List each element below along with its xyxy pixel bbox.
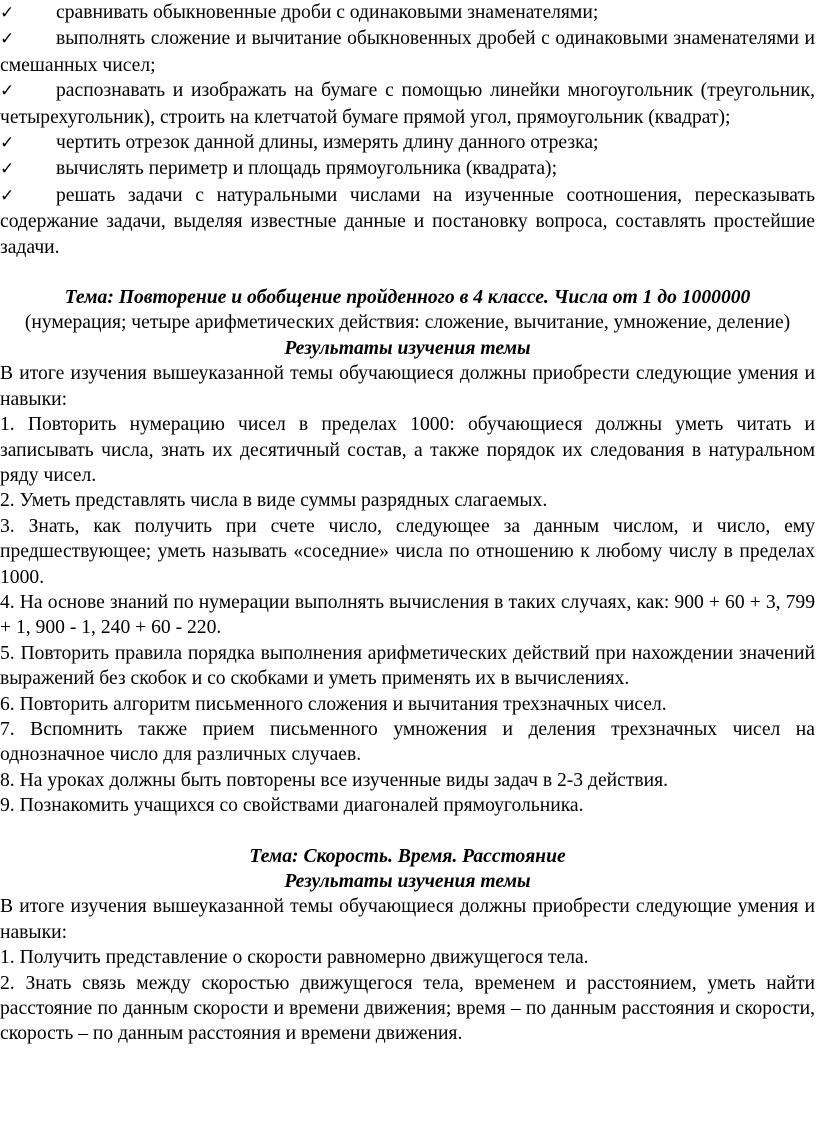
checkmark-icon: ✓ (0, 3, 15, 23)
section-intro: В итоге изучения вышеуказанной темы обучающиеся должны приобрести следующие умения и навыки: (0, 896, 815, 943)
list-item: ✓ распознавать и изображать на бумаге с помощью линейки многоугольник (треугольник, четырехугольник), строить на клетчатой бумаге прямой угол, прямоугольник (квадрат); (0, 80, 815, 128)
goals-checklist (0, 0, 815, 260)
section-title: Тема: Повторение и обобщение пройденного в 4 классе. Числа от 1 до 1000000 (64, 287, 751, 309)
results-heading: Результаты изучения темы (284, 871, 531, 892)
list-item: 7. Вспомнить также прием письменного умножения и деления трехзначных чисел на однозначное число для различных случаев. (0, 718, 815, 766)
list-item: ✓ чертить отрезок данной длины, измерять длину данного отрезка; (0, 130, 815, 156)
section-subtitle: (нумерация; четыре арифметических действия: сложение, вычитание, умножение, деление) (24, 312, 791, 334)
section-speed-time-distance (0, 844, 815, 1047)
checkmark-icon: ✓ (0, 159, 15, 180)
checkmark-icon: ✓ (0, 185, 15, 206)
spacer (0, 260, 815, 285)
results-heading: Результаты изучения темы (284, 337, 531, 359)
list-item: ✓ вычислять периметр и площадь прямоугольника (квадрата); (0, 156, 815, 182)
section-intro: В итоге изучения вышеуказанной темы обучающиеся должны приобрести следующие умения и навыки: (0, 363, 815, 410)
section-repetition (0, 285, 815, 819)
checkmark-icon: ✓ (0, 29, 15, 50)
checkmark-icon: ✓ (0, 81, 15, 102)
list-item: 4. На основе знаний по нумерации выполнять вычисления в таких случаях, как: 900 + 60 + 3, 799 + 1, 900 - 1, 240 + 60 - 220. (0, 591, 815, 639)
list-item: 2. Знать связь между скоростью движущегося тела, временем и расстоянием, уметь найти расстояние по данным скорости и времени движения; время – по данным расстояния и скорости, скорость – по данным расстояния и времени движения. (0, 972, 815, 1045)
spacer (0, 819, 815, 844)
section-title: Тема: Скорость. Время. Расстояние (249, 845, 566, 867)
list-item: 3. Знать, как получить при счете число, следующее за данным числом, и число, ему предшествующее; уметь называть «соседние» числа по отношению к любому числу в пределах 1000. (0, 515, 815, 588)
list-item: ✓ выполнять сложение и вычитание обыкновенных дробей с одинаковыми знаменателями и смешанных чисел; (0, 28, 815, 76)
list-item: 1. Повторить нумерацию чисел в пределах 1000: обучающиеся должны уметь читать и записывать числа, знать их десятичный состав, а также порядок их следования в натуральном ряду чисел. (0, 414, 815, 486)
list-item: 5. Повторить правила порядка выполнения арифметических действий при нахождении значений выражений без скобок и со скобками и уметь применять их в вычислениях. (0, 642, 815, 690)
list-item: 6. Повторить алгоритм письменного сложения и вычитания трехзначных чисел. (0, 693, 667, 715)
checkmark-icon: ✓ (0, 133, 15, 154)
list-item: 9. Познакомить учащихся со свойствами диагоналей прямоугольника. (0, 795, 584, 817)
list-item: 1. Получить представление о скорости равномерно движущегося тела. (0, 947, 589, 969)
list-item: ✓ решать задачи с натуральными числами на изученные соотношения, пересказывать содержание задачи, выделяя известные данные и постановку вопроса, составлять простейшие задачи. (0, 184, 815, 258)
list-item: 2. Уметь представлять числа в виде суммы разрядных слагаемых. (0, 490, 548, 512)
list-item: ✓ сравнивать обыкновенные дроби с одинаковыми знаменателями; (0, 0, 815, 26)
list-item: 8. На уроках должны быть повторены все изученные виды задач в 2-3 действия. (0, 769, 669, 791)
